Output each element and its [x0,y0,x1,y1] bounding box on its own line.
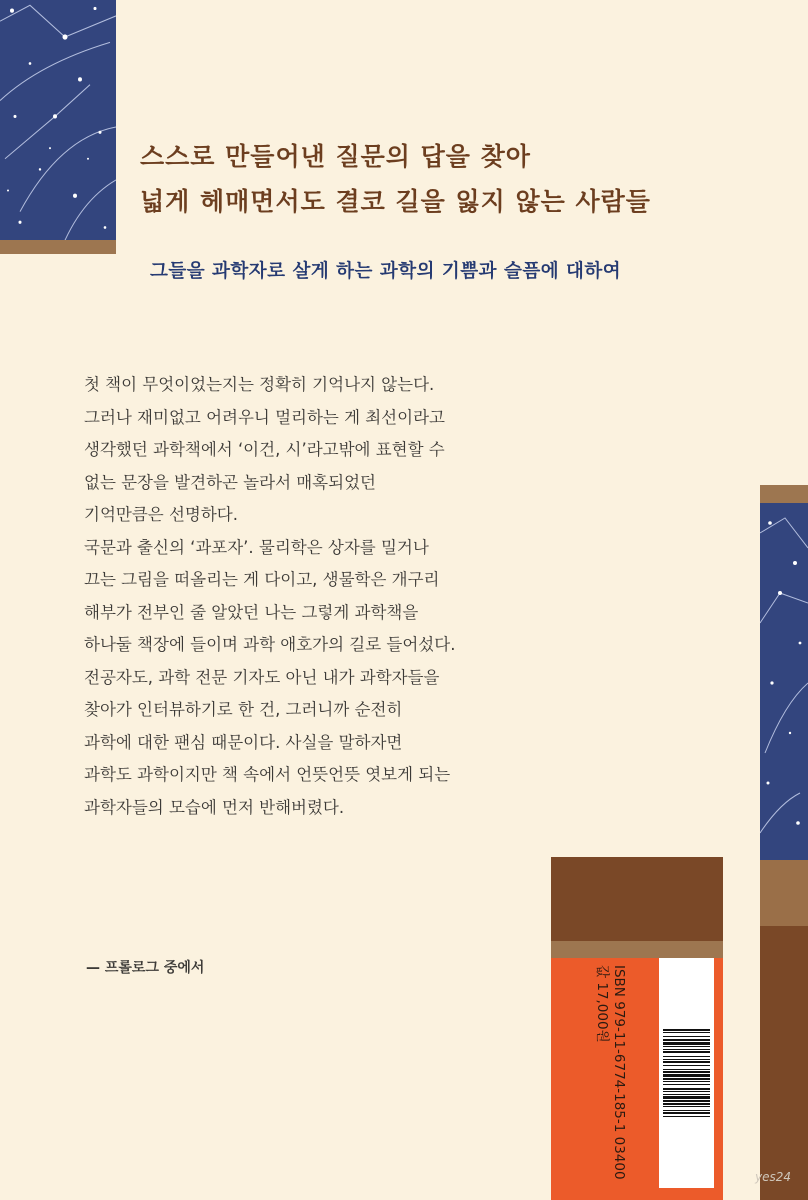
brown-band [0,240,116,254]
excerpt-line: 기억만큼은 선명하다. [84,505,238,524]
excerpt-line: 전공자도, 과학 전문 기자도 아닌 내가 과학자들을 [84,667,440,687]
excerpt-attribution: — 프롤로그 중에서 [86,960,205,976]
headline-line-1: 스스로 만들어낸 질문의 답을 찾아 [140,142,531,171]
excerpt-line: 첫 책이 무엇이었는지는 정확히 기억나지 않는다. [84,375,435,394]
excerpt-line: 국문과 출신의 ‘과포자’. 물리학은 상자를 밀거나 [84,537,429,557]
excerpt-line: 과학에 대한 팬심 때문이다. 사실을 말하자면 [84,732,403,752]
price-text: 값 17,000원 [594,965,610,1043]
excerpt-line: 끄는 그림을 떠올리는 게 다이고, 생물학은 개구리 [84,570,440,589]
tan-band [760,485,808,503]
night-sky-strip-right [760,485,808,1200]
brown-band [760,926,808,1200]
tan-band [551,941,723,958]
brown-band [551,857,723,941]
isbn-text: ISBN 979-11-6774-185-1 03400 [611,965,627,1180]
headline [140,134,651,224]
excerpt-line: 그러나 재미없고 어려우니 멀리하는 게 최선이라고 [84,407,445,427]
excerpt-line: 과학도 과학이지만 책 속에서 언뜻언뜻 엿보게 되는 [84,765,451,784]
excerpt-line: 과학자들의 모습에 먼저 반해버렸다. [84,797,345,817]
headline-line-2: 넓게 헤매면서도 결코 길을 잃지 않는 사람들 [140,187,651,216]
excerpt-line: 찾아가 인터뷰하기로 한 건, 그러니까 순전히 [84,700,403,719]
watermark-logo: yes24 [755,1170,792,1184]
night-sky-strip-top [0,0,116,254]
barcode [659,958,714,1188]
subheadline: 그들을 과학자로 살게 하는 과학의 기쁨과 슬픔에 대하여 [150,261,622,282]
excerpt-line: 없는 문장을 발견하곤 놀라서 매혹되었던 [84,472,376,492]
tan-band [760,860,808,926]
prologue-excerpt [84,369,554,824]
excerpt-line: 하나둘 책장에 들이며 과학 애호가의 길로 들어섰다. [84,635,456,654]
barcode-bar [663,1116,710,1117]
excerpt-line: 생각했던 과학책에서 ‘이건, 시’라고밖에 표현할 수 [84,440,445,459]
star-field-illustration [760,503,808,860]
star-field-illustration [0,0,116,254]
excerpt-line: 해부가 전부인 줄 알았던 나는 그렇게 과학책을 [84,602,419,622]
